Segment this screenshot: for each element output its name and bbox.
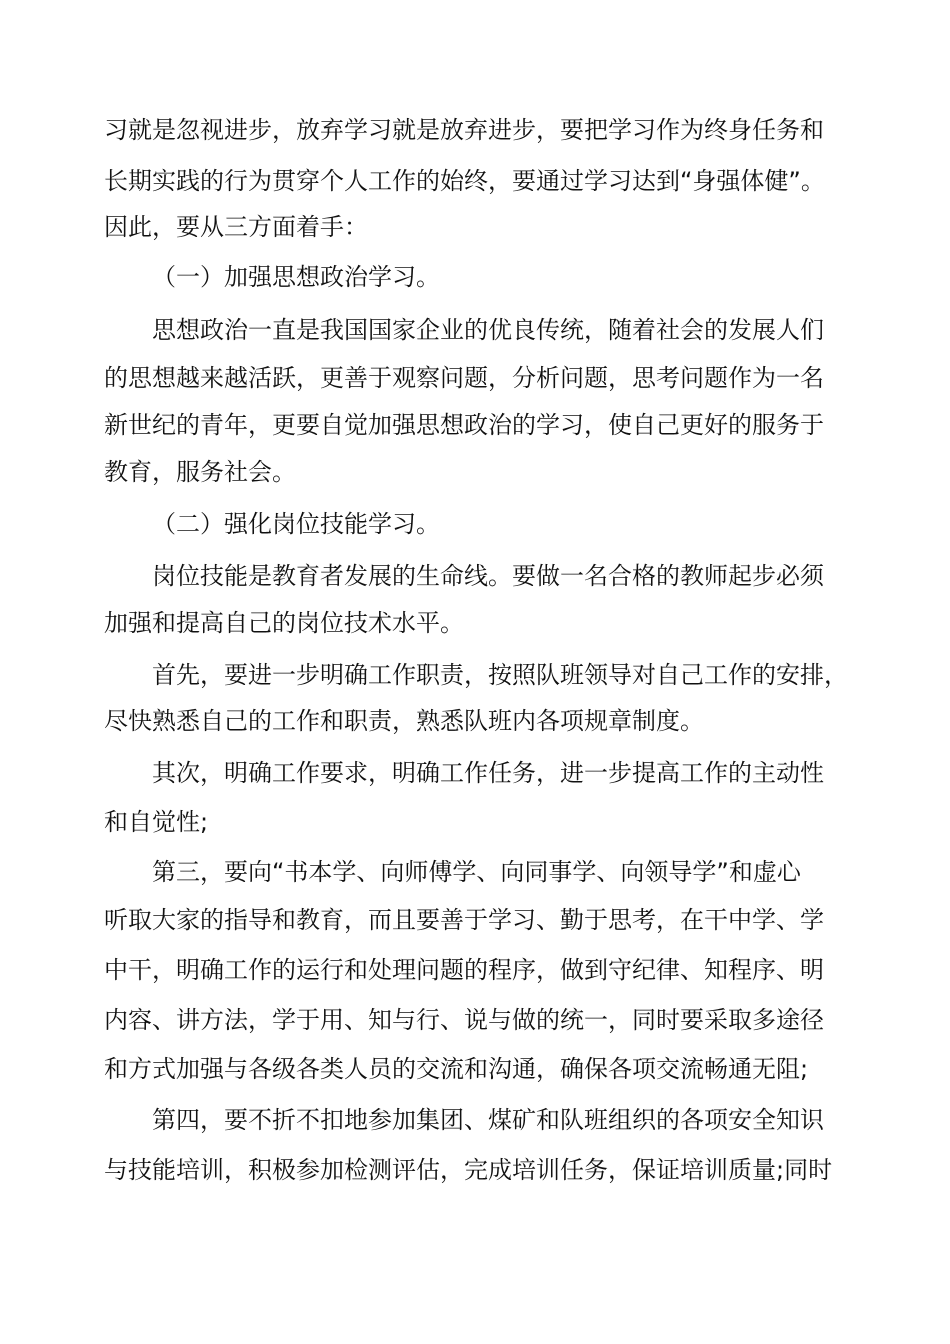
section-heading: （二）强化岗位技能学习。 bbox=[152, 510, 440, 538]
paragraph-first-line: 首先，要进一步明确工作职责，按照队班领导对自己工作的安排， bbox=[152, 661, 848, 689]
body-text-line: 中干，明确工作的运行和处理问题的程序，做到守纪律、知程序、明 bbox=[104, 956, 824, 984]
body-text-line: 新世纪的青年，更要自觉加强思想政治的学习，使自己更好的服务于 bbox=[104, 411, 824, 439]
paragraph-first-line: 第三，要向“书本学、向师傅学、向同事学、向领导学”和虚心 bbox=[152, 858, 801, 886]
body-text-line: 习就是忽视进步，放弃学习就是放弃进步，要把学习作为终身任务和 bbox=[104, 116, 824, 144]
paragraph-first-line: 岗位技能是教育者发展的生命线。要做一名合格的教师起步必须 bbox=[152, 562, 824, 590]
body-text-line: 与技能培训，积极参加检测评估，完成培训任务，保证培训质量;同时 bbox=[104, 1156, 833, 1184]
body-text-line: 和自觉性; bbox=[104, 808, 209, 836]
body-text-line: 内容、讲方法，学于用、知与行、说与做的统一，同时要采取多途径 bbox=[104, 1006, 824, 1034]
body-text-line: 因此，要从三方面着手： bbox=[104, 213, 368, 241]
body-text-line: 的思想越来越活跃，更善于观察问题，分析问题，思考问题作为一名 bbox=[104, 364, 824, 392]
body-text-line: 听取大家的指导和教育，而且要善于学习、勤于思考，在干中学、学 bbox=[104, 906, 824, 934]
body-text-line: 尽快熟悉自己的工作和职责，熟悉队班内各项规章制度。 bbox=[104, 707, 704, 735]
paragraph-first-line: 思想政治一直是我国国家企业的优良传统，随着社会的发展人们 bbox=[152, 316, 824, 344]
body-text-line: 长期实践的行为贯穿个人工作的始终，要通过学习达到“身强体健”。 bbox=[104, 167, 825, 195]
body-text-line: 教育，服务社会。 bbox=[104, 458, 296, 486]
paragraph-first-line: 第四，要不折不扣地参加集团、煤矿和队班组织的各项安全知识 bbox=[152, 1106, 824, 1134]
body-text-line: 加强和提高自己的岗位技术水平。 bbox=[104, 609, 464, 637]
section-heading: （一）加强思想政治学习。 bbox=[152, 263, 440, 291]
body-text-line: 和方式加强与各级各类人员的交流和沟通，确保各项交流畅通无阻; bbox=[104, 1055, 809, 1083]
paragraph-first-line: 其次，明确工作要求，明确工作任务，进一步提高工作的主动性 bbox=[152, 759, 824, 787]
